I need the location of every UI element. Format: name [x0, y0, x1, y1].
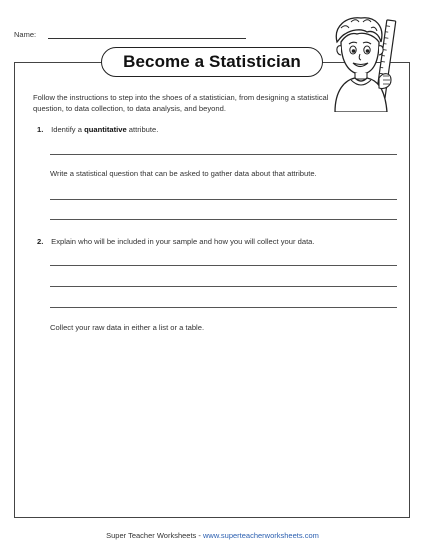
answer-line-3[interactable] — [50, 219, 397, 220]
question-1-prefix: Identify a — [51, 125, 85, 134]
footer-url[interactable]: www.superteacherworksheets.com — [202, 531, 319, 540]
question-1-followup: Write a statistical question that can be asked to gather data about that attribute. — [50, 169, 317, 178]
question-1 — [37, 125, 158, 134]
question-2 — [37, 237, 315, 246]
name-label: Name: — [14, 30, 37, 39]
question-1-keyword: quantitative — [84, 125, 127, 134]
answer-line-5[interactable] — [50, 286, 397, 287]
question-2-text: Explain who will be included in your sample and how you will collect your data. — [51, 237, 315, 246]
answer-line-1[interactable] — [50, 154, 397, 155]
answer-line-2[interactable] — [50, 199, 397, 200]
question-2-followup: Collect your raw data in either a list or a table. — [50, 323, 205, 332]
intro-text: Follow the instructions to step into the shoes of a statistician, from designing a statistical question, to data collection, to data analysis, and beyond. — [33, 93, 329, 113]
page-title: Become a Statistician — [101, 47, 323, 77]
question-1-suffix: attribute. — [126, 125, 159, 134]
name-line — [48, 38, 246, 39]
answer-line-4[interactable] — [50, 265, 397, 266]
footer-brand: Super Teacher Worksheets — [106, 531, 197, 540]
answer-line-6[interactable] — [50, 307, 397, 308]
question-2-number: 2. — [37, 237, 44, 246]
footer-separator: - — [196, 531, 203, 540]
student-illustration — [327, 12, 401, 112]
question-1-number: 1. — [37, 125, 44, 134]
footer — [0, 531, 425, 540]
